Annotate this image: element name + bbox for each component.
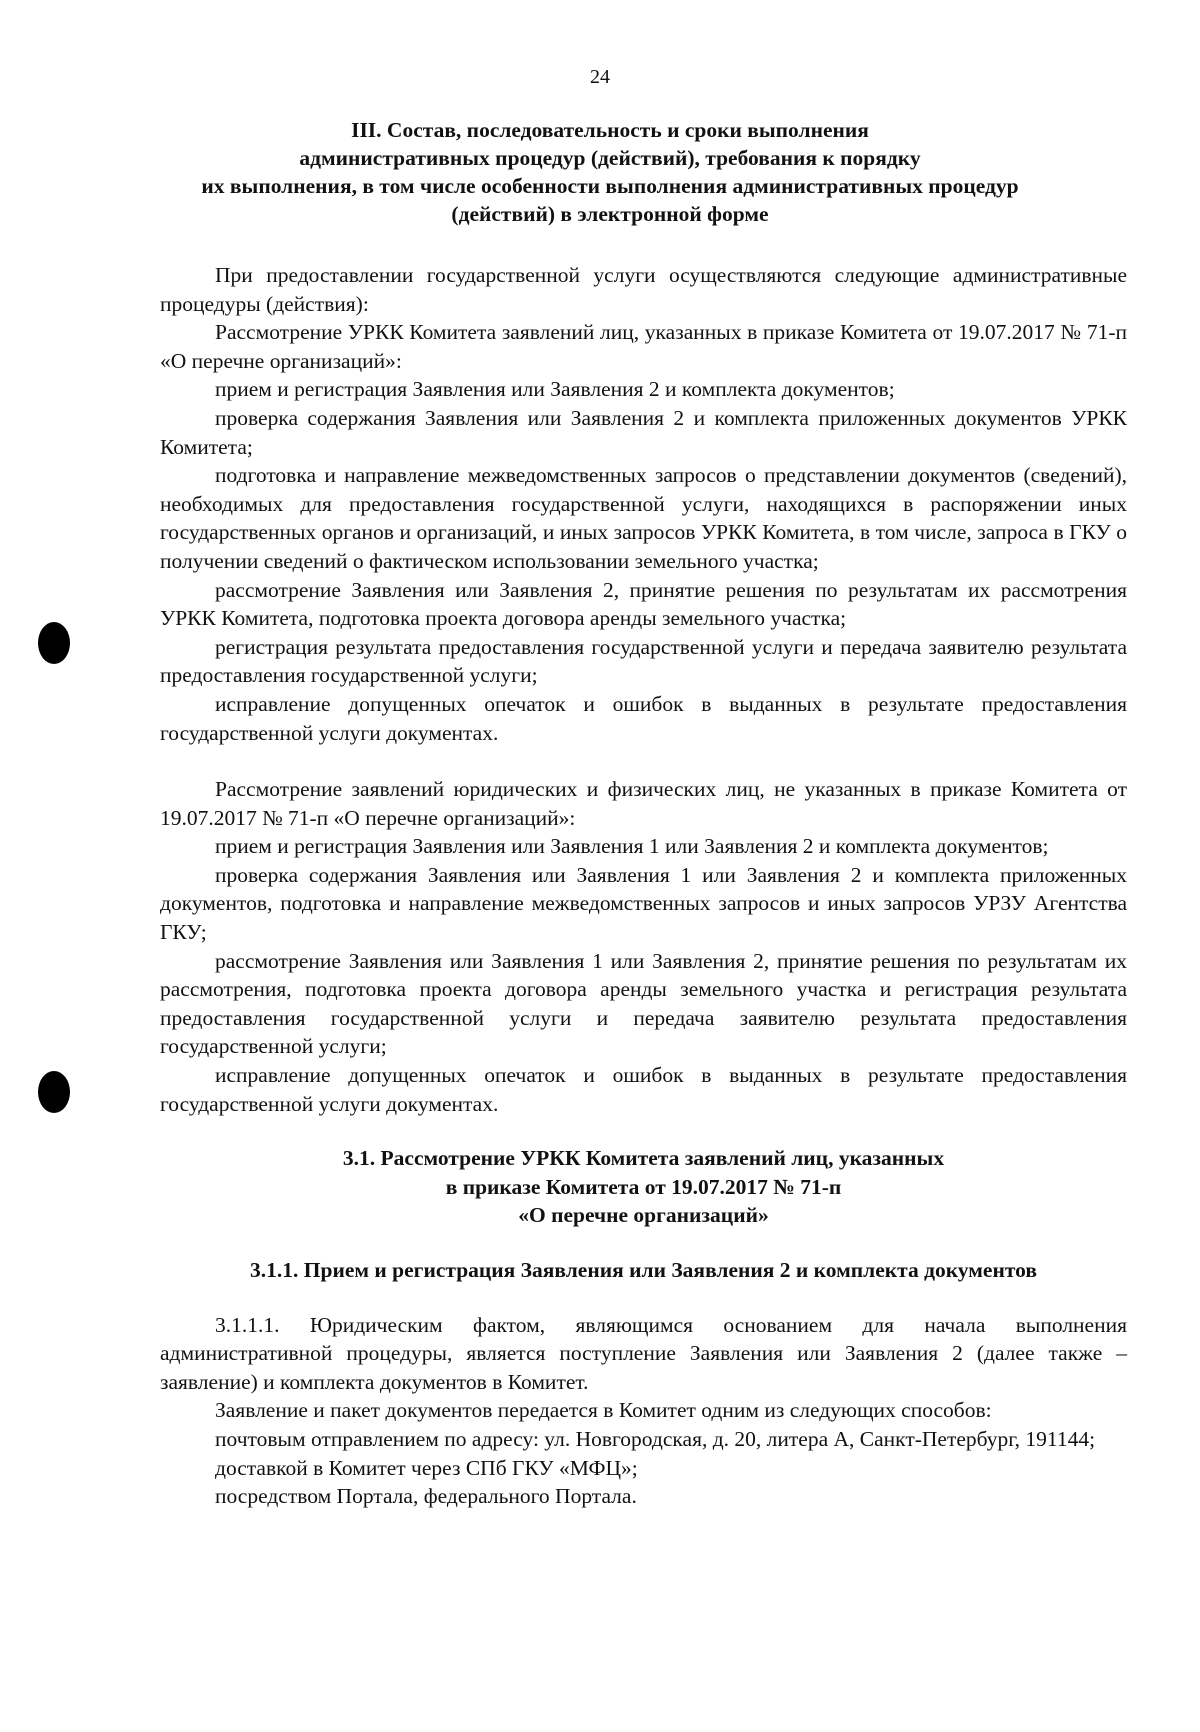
list-item: проверка содержания Заявления или Заявления 1 или Заявления 2 и комплекта приложенных документов, подготовка и направление межведомственных запросов и иных запросов УРЗУ Агентства ГКУ; bbox=[160, 862, 1127, 945]
chapter-title-line: (действий) в электронной форме bbox=[451, 202, 769, 226]
list-item: рассмотрение Заявления или Заявления 1 или Заявления 2, принятие решения по результатам их рассмотрения, подготовка проекта договора аренды земельного участка и регистрация результата предоставления государственной услуги и передача заявителю результата предоставления государственной услуги; bbox=[160, 948, 1127, 1059]
chapter-title-line: III. Состав, последовательность и сроки выполнения bbox=[351, 118, 869, 142]
list-item: посредством Портала, федерального Портала. bbox=[215, 1484, 637, 1509]
list-item: проверка содержания Заявления или Заявления 2 и комплекта приложенных документов УРКК Комитета; bbox=[160, 405, 1127, 459]
punch-hole-top bbox=[38, 622, 70, 664]
chapter-title-line: административных процедур (действий), требования к порядку bbox=[299, 146, 921, 170]
section-heading-line: в приказе Комитета от 19.07.2017 № 71-п bbox=[445, 1174, 842, 1199]
list-item: прием и регистрация Заявления или Заявления 1 или Заявления 2 и комплекта документов; bbox=[215, 834, 1049, 859]
paragraph: 3.1.1.1. Юридическим фактом, являющимся основанием для начала выполнения административной процедуры, является поступление Заявления или Заявления 2 (далее также – заявление) и комплекта документов в Комитет. bbox=[160, 1312, 1127, 1394]
paragraph: Рассмотрение заявлений юридических и физических лиц, не указанных в приказе Комитета от 19.07.2017 № 71-п «О перечне организаций»: bbox=[160, 777, 1127, 830]
section-heading-3-1-1: 3.1.1. Прием и регистрация Заявления или Заявления 2 и комплекта документов bbox=[250, 1258, 1037, 1282]
punch-hole-bottom bbox=[38, 1071, 70, 1113]
document-body bbox=[160, 261, 1127, 1511]
list-item: почтовым отправлением по адресу: ул. Новгородская, д. 20, литера А, Санкт-Петербург, 191144; bbox=[215, 1426, 1096, 1451]
page-number: 24 bbox=[590, 66, 610, 88]
section-heading-line: «О перечне организаций» bbox=[518, 1203, 769, 1228]
paragraph: Заявление и пакет документов передается в Комитет одним из следующих способов: bbox=[215, 1398, 992, 1423]
chapter-title bbox=[150, 116, 1070, 228]
section-heading-3-1 bbox=[160, 1144, 1127, 1230]
list-item: рассмотрение Заявления или Заявления 2, принятие решения по результатам их рассмотрения УРКК Комитета, подготовка проекта договора аренды земельного участка; bbox=[160, 577, 1127, 631]
paragraph: При предоставлении государственной услуги осуществляются следующие административные процедуры (действия): bbox=[160, 263, 1127, 316]
chapter-title-line: их выполнения, в том числе особенности выполнения административных процедур bbox=[201, 174, 1019, 198]
list-item: доставкой в Комитет через СПб ГКУ «МФЦ»; bbox=[215, 1455, 638, 1480]
list-item: подготовка и направление межведомственных запросов о представлении документов (сведений), необходимых для предоставления государственной услуги, находящихся в распоряжении иных государственных органов и организаций, и иных запросов УРКК Комитета, в том числе, запроса в ГКУ о получении сведений о фактическом использовании земельного участка; bbox=[160, 463, 1127, 573]
section-heading-line: 3.1. Рассмотрение УРКК Комитета заявлений лиц, указанных bbox=[342, 1146, 945, 1171]
list-item: исправление допущенных опечаток и ошибок в выданных в результате предоставления государственной услуги документах. bbox=[160, 691, 1127, 745]
list-item: исправление допущенных опечаток и ошибок в выданных в результате предоставления государственной услуги документах. bbox=[160, 1063, 1127, 1116]
list-item: прием и регистрация Заявления или Заявления 2 и комплекта документов; bbox=[215, 377, 895, 402]
paragraph: Рассмотрение УРКК Комитета заявлений лиц, указанных в приказе Комитета от 19.07.2017 № 71-п «О перечне организаций»: bbox=[160, 320, 1127, 373]
list-item: регистрация результата предоставления государственной услуги и передача заявителю результата предоставления государственной услуги; bbox=[160, 634, 1127, 688]
